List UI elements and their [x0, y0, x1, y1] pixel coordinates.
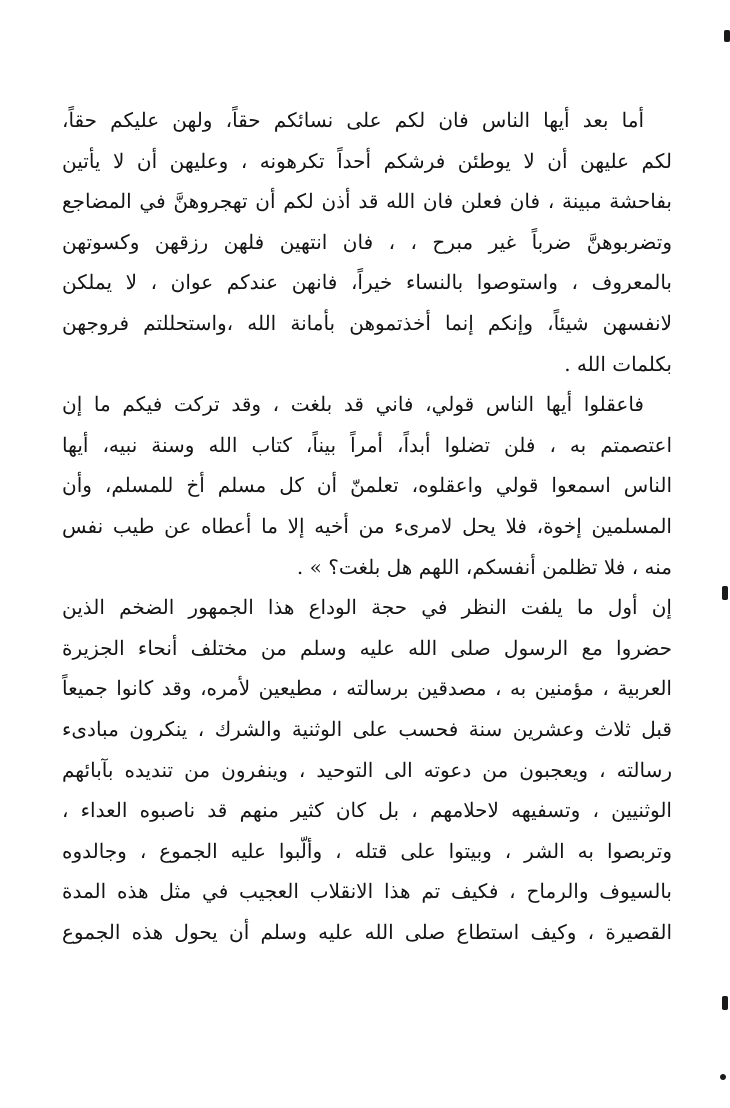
text-line: وتربصوا به الشر ، وبيتوا على قتله ، وألّبوا عليه الجموع ، وجالدوه	[62, 838, 672, 863]
text-line: بالمعروف ، واستوصوا بالنساء خيراً، فانهن عندكم عوان ، لا يملكن	[62, 270, 672, 295]
text-line: لانفسهن شيئاً، وإنكم إنما أخذتموهن بأمانة الله ،واستحللتم فروجهن	[62, 310, 672, 335]
text-line: رسالته ، ويعجبون من دعوته الى التوحيد ، وينفرون من تنديده بآبائهم	[62, 757, 672, 782]
scan-edge-mark	[722, 586, 728, 600]
paragraph-final-address	[62, 384, 672, 587]
text-line: الناس اسمعوا قولي واعقلوه، تعلمنّ أن كل مسلم أخ للمسلم، وأن	[62, 473, 672, 498]
text-line: منه ، فلا تظلمن أنفسكم، اللهم هل بلغت؟ » .	[296, 554, 672, 579]
text-line: حضروا مع الرسول صلى الله عليه وسلم من مختلف أنحاء الجزيرة	[62, 635, 672, 660]
text-line: القصيرة ، وكيف استطاع صلى الله عليه وسلم أن يحول هذه الجموع	[62, 919, 672, 944]
text-line: المسلمين إخوة، فلا يحل لامرىء من أخيه إلا ما أعطاه عن طيب نفس	[62, 513, 672, 538]
text-line: لكم عليهن أن لا يوطئن فرشكم أحداً تكرهونه ، وعليهن أن لا يأتين	[62, 148, 672, 173]
text-line: قبل ثلاث وعشرين سنة فحسب على الوثنية والشرك ، ينكرون مبادىء	[62, 716, 672, 741]
text-line: بكلمات الله .	[564, 351, 672, 376]
paragraph-women-rights	[62, 100, 672, 384]
text-line: بالسيوف والرماح ، فكيف تم هذا الانقلاب العجيب في مثل هذه المدة	[62, 879, 672, 904]
scan-edge-mark	[722, 996, 728, 1010]
text-line: بفاحشة مبينة ، فان فعلن فان الله قد أذن لكم أن تهجروهنَّ في المضاجع	[62, 189, 672, 214]
text-line: الوثنيين ، وتسفيهه لاحلامهم ، بل كان كثير منهم قد ناصبوه العداء ،	[62, 798, 672, 823]
text-line: وتضربوهنَّ ضرباً غير مبرح ، ، فان انتهين فلهن رزقهن وكسوتهن	[62, 229, 672, 254]
text-line: أما بعد أيها الناس فان لكم على نسائكم حقاً، ولهن عليكم حقاً،	[62, 108, 644, 132]
body-text	[62, 100, 672, 952]
text-line: إن أول ما يلفت النظر في حجة الوداع هذا الجمهور الضخم الذين	[62, 595, 672, 620]
paragraph-commentary	[62, 587, 672, 952]
text-line: العربية ، مؤمنين به ، مصدقين برسالته ، مطيعين لأمره، وقد كانوا جميعاً	[62, 676, 672, 701]
scan-edge-mark	[720, 1074, 726, 1080]
scan-edge-mark	[724, 30, 730, 42]
text-line: اعتصمتم به ، فلن تضلوا أبداً، أمراً بيناً، كتاب الله وسنة نبيه، أيها	[62, 432, 672, 457]
text-line: فاعقلوا أيها الناس قولي، فاني قد بلغت ، وقد تركت فيكم ما إن	[62, 392, 644, 417]
